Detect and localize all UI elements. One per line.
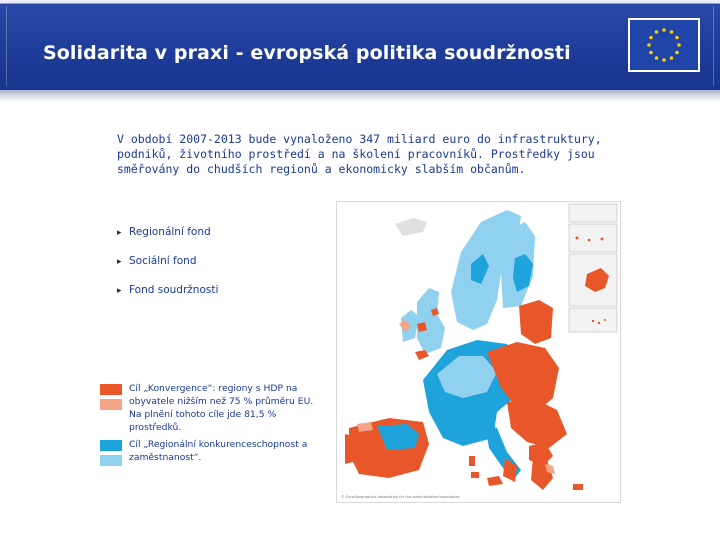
bullet-arrow-icon: ▸ (117, 228, 122, 238)
legend-text-competitiveness: Cíl „Regionální konkurenceschopnost a zaměstnanost“. (129, 439, 308, 463)
fund-label: Regionální fond (129, 226, 211, 238)
bullet-arrow-icon: ▸ (117, 286, 122, 296)
fund-label: Sociální fond (129, 255, 197, 267)
fund-label: Fond soudržnosti (129, 284, 219, 296)
slide-header (0, 0, 720, 90)
bullet-arrow-icon: ▸ (117, 257, 122, 267)
fund-item-cohesion (117, 284, 218, 296)
legend-swatch-convergence (100, 384, 122, 395)
legend-swatch-competitiveness (100, 440, 122, 451)
slide-title: Solidarita v praxi - evropská politika soudržnosti (43, 42, 571, 64)
fund-item-social (117, 255, 196, 267)
eu-regions-map (336, 201, 621, 503)
eu-flag-icon (628, 18, 700, 72)
legend-swatch-convergence-phasing (100, 399, 122, 410)
legend-swatch-competitiveness-phasing (100, 455, 122, 466)
intro-paragraph: V období 2007-2013 bude vynaloženo 347 miliard euro do infrastruktury, podniků, životního prostředí a na školení pracovníků. Prostředky jsou směřovány do chudších regionů a ekonomicky slabším občanům. (117, 132, 602, 176)
legend-text-convergence: Cíl „Konvergence“: regiony s HDP na obyvatele nižším než 75 % průměru EU. Na plnění tohoto cíle jde 81,5 % prostředků. (129, 383, 314, 433)
map-copyright: © EuroGeographics Association for the administrative boundaries (341, 495, 460, 499)
eu-flag-stars (630, 20, 698, 70)
header-shadow (0, 90, 720, 102)
fund-item-regional (117, 226, 211, 238)
europe-map-image (337, 202, 620, 502)
